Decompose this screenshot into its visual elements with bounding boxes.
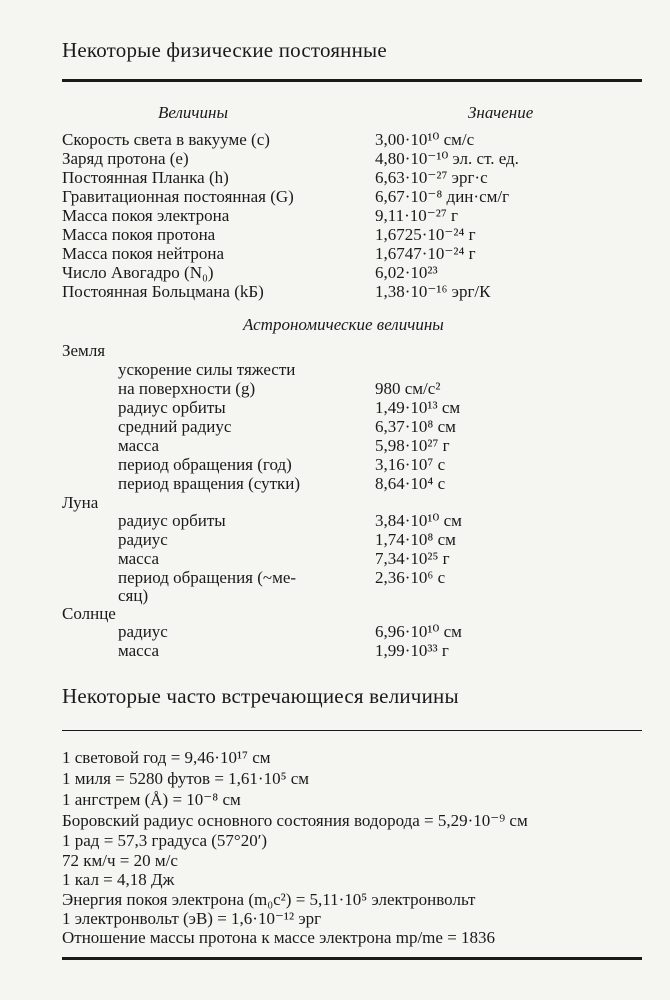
astro-name: радиус орбиты	[118, 398, 226, 417]
common-line: 1 электронвольт (эВ) = 1,6·10⁻¹² эрг	[62, 909, 322, 928]
common-line: Энергия покоя электрона (m₀c²) = 5,11·10⁵ электронвольт	[62, 890, 476, 909]
constant-value: 6,02·10²³	[375, 263, 438, 282]
common-line: 72 км/ч = 20 м/с	[62, 851, 178, 870]
common-line: 1 кал = 4,18 Дж	[62, 870, 175, 889]
constant-name: Скорость света в вакууме (c)	[62, 130, 270, 149]
constant-row	[0, 168, 670, 187]
astro-value: 3,16·10⁷ с	[375, 455, 446, 474]
constant-name: Масса покоя протона	[62, 225, 216, 244]
constant-value: 1,6725·10⁻²⁴ г	[375, 225, 476, 244]
astro-row	[0, 549, 670, 568]
constant-value: 6,63·10⁻²⁷ эрг·с	[375, 168, 488, 187]
common-line: 1 ангстрем (Å) = 10⁻⁸ см	[62, 790, 241, 809]
astro-value: 1,49·10¹³ см	[375, 398, 461, 417]
group-label	[0, 493, 670, 512]
constant-name: Масса покоя нейтрона	[62, 244, 225, 263]
earth-label: Земля	[62, 341, 106, 360]
astro-value: 7,34·10²⁵ г	[375, 549, 450, 568]
common-bottom-rule	[62, 957, 642, 960]
astro-name: период обращения (год)	[118, 455, 292, 474]
astro-title: Астрономические величины	[243, 315, 444, 334]
constant-name: Постоянная Больцмана (kБ)	[62, 282, 264, 301]
col-quantity-header: Величины	[158, 103, 228, 122]
astro-row	[0, 417, 670, 436]
constant-row	[0, 282, 670, 301]
astro-name: период вращения (сутки)	[118, 474, 301, 493]
common-line: 1 рад = 57,3 градуса (57°20′)	[62, 831, 268, 850]
astro-row	[0, 455, 670, 474]
constant-row	[0, 149, 670, 168]
constant-value: 6,67·10⁻⁸ дин·см/г	[375, 187, 510, 206]
astro-name: масса	[118, 641, 160, 660]
constant-row	[0, 130, 670, 149]
common-title: Некоторые часто встречающиеся величины	[62, 684, 459, 708]
astro-row	[0, 568, 670, 587]
col-value-header: Значение	[468, 103, 534, 122]
common-line: Отношение массы протона к массе электрона mp/me = 1836	[62, 928, 496, 947]
astro-name: период обращения (~ме-	[118, 568, 297, 587]
group-label	[0, 604, 670, 623]
astro-name: средний радиус	[118, 417, 232, 436]
astro-row	[0, 474, 670, 493]
astro-value: 6,96·10¹⁰ см	[375, 622, 462, 641]
group-label	[0, 341, 670, 360]
constant-value: 9,11·10⁻²⁷ г	[375, 206, 458, 225]
astro-row	[0, 398, 670, 417]
constant-value: 3,00·10¹⁰ см/с	[375, 130, 475, 149]
constant-name: Число Авогадро (N₀)	[62, 263, 214, 282]
astro-row	[0, 586, 670, 605]
constant-value: 4,80·10⁻¹⁰ эл. ст. ед.	[375, 149, 519, 168]
constant-row	[0, 263, 670, 282]
constant-name: Постоянная Планка (h)	[62, 168, 229, 187]
astro-row	[0, 360, 670, 379]
astro-value: 1,99·10³³ г	[375, 641, 449, 660]
astro-name: масса	[118, 436, 160, 455]
astro-name: масса	[118, 549, 160, 568]
astro-name: радиус орбиты	[118, 511, 226, 530]
constant-row	[0, 244, 670, 263]
astro-name: радиус	[118, 530, 168, 549]
astro-value: 8,64·10⁴ с	[375, 474, 446, 493]
astro-name: ускорение силы тяжести	[118, 360, 296, 379]
constant-name: Масса покоя электрона	[62, 206, 230, 225]
common-line: 1 световой год = 9,46·10¹⁷ см	[62, 748, 271, 767]
astro-value: 1,74·10⁸ см	[375, 530, 456, 549]
constant-name: Гравитационная постоянная (G)	[62, 187, 294, 206]
astro-name: на поверхности (g)	[118, 379, 256, 398]
astro-row	[0, 436, 670, 455]
constant-row	[0, 206, 670, 225]
sun-label: Солнце	[62, 604, 116, 623]
constant-value: 1,38·10⁻¹⁶ эрг/К	[375, 282, 491, 301]
astro-value: 980 см/с²	[375, 379, 441, 398]
constant-value: 1,6747·10⁻²⁴ г	[375, 244, 476, 263]
astro-row	[0, 622, 670, 641]
constant-row	[0, 187, 670, 206]
astro-name: радиус	[118, 622, 168, 641]
astro-name: сяц)	[118, 586, 149, 605]
constants-title: Некоторые физические постоянные	[62, 38, 387, 62]
astro-row	[0, 530, 670, 549]
astro-row	[0, 511, 670, 530]
astro-value: 5,98·10²⁷ г	[375, 436, 450, 455]
astro-value: 3,84·10¹⁰ см	[375, 511, 462, 530]
astro-value: 6,37·10⁸ см	[375, 417, 456, 436]
astro-row	[0, 641, 670, 660]
astro-row	[0, 379, 670, 398]
common-line: 1 миля = 5280 футов = 1,61·10⁵ см	[62, 769, 310, 788]
moon-label: Луна	[62, 493, 99, 512]
constants-top-rule	[62, 79, 642, 82]
common-top-rule	[62, 730, 642, 731]
constant-name: Заряд протона (e)	[62, 149, 189, 168]
astro-value: 2,36·10⁶ с	[375, 568, 446, 587]
constant-row	[0, 225, 670, 244]
common-line: Боровский радиус основного состояния водорода = 5,29·10⁻⁹ см	[62, 811, 528, 830]
